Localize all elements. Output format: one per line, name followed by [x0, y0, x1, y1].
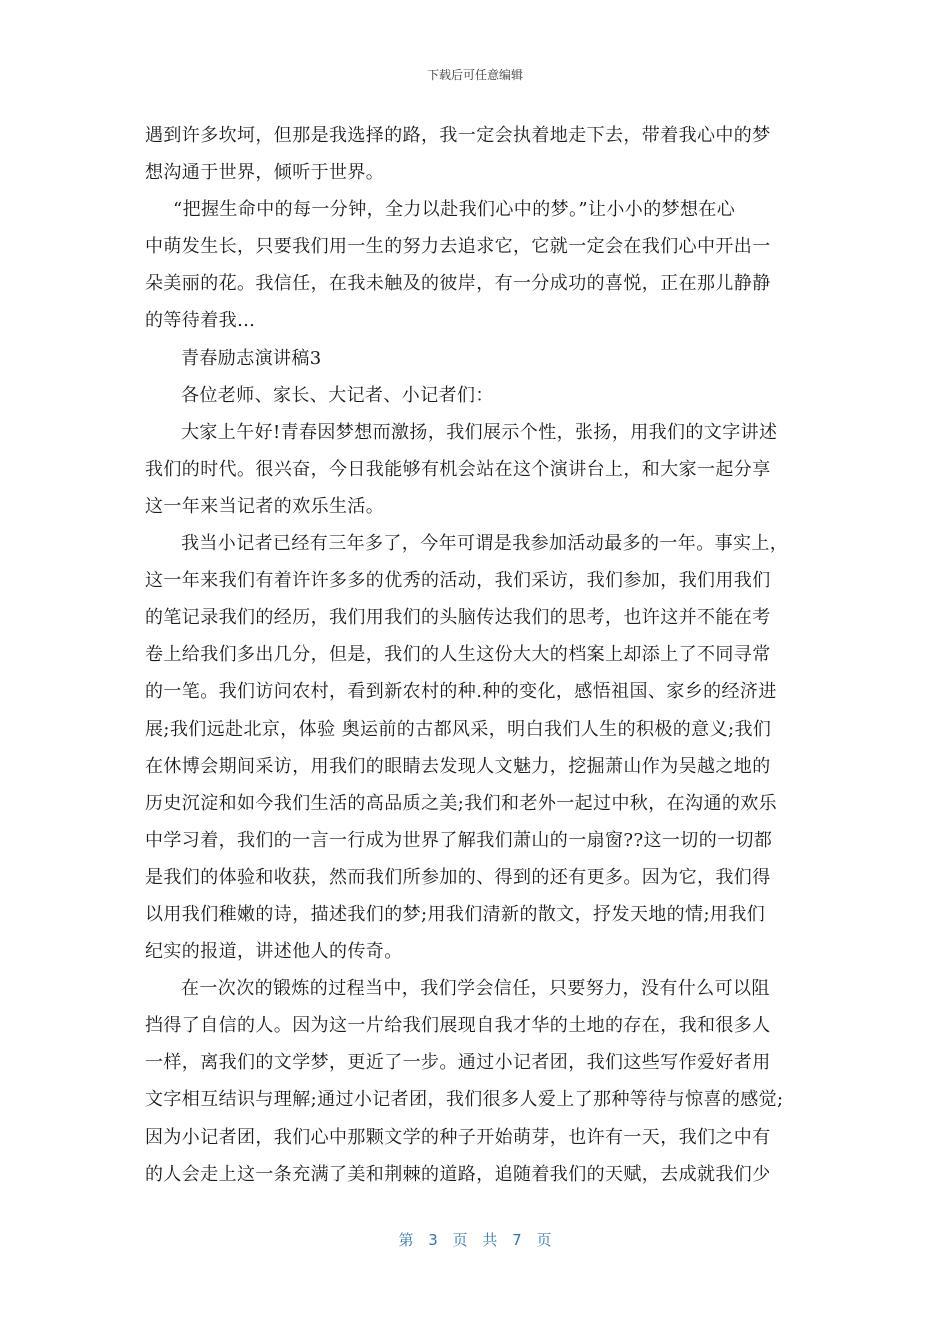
- text-line: 历史沉淀和如今我们生活的高品质之美;我们和老外一起过中秋，在沟通的欢乐: [145, 792, 778, 814]
- text-line: 我当小记者已经有三年多了，今年可谓是我参加活动最多的一年。事实上，: [181, 533, 789, 555]
- text-line: 朵美丽的花。我信任，在我未触及的彼岸，有一分成功的喜悦，正在那儿静静: [145, 273, 771, 295]
- text-line: 这一年来当记者的欢乐生活。: [145, 495, 385, 517]
- text-line: 中萌发生长，只要我们用一生的努力去追求它，它就一定会在我们心中开出一: [145, 236, 771, 258]
- text-line: 在休博会期间采访，用我们的眼睛去发现人文魅力，挖掘萧山作为吴越之地的: [145, 755, 771, 777]
- text-line: 的笔记录我们的经历，我们用我们的头脑传达我们的思考，也许这并不能在考: [145, 607, 771, 629]
- text-line: 卷上给我们多出几分，但是，我们的人生这份大大的档案上却添上了不同寻常: [145, 644, 771, 666]
- text-line: 以用我们稚嫩的诗，描述我们的梦;用我们清新的散文，抒发天地的情;用我们: [145, 903, 766, 925]
- page-header: 下载后可任意编辑: [426, 68, 523, 82]
- text-line: 展;我们远赴北京，体验 奥运前的古都风采，明白我们人生的积极的意义;我们: [145, 718, 772, 740]
- text-line: 纪实的报道，讲述他人的传奇。: [145, 941, 403, 963]
- text-line: 这一年来我们有着许许多多的优秀的活动，我们采访，我们参加，我们用我们: [145, 570, 771, 592]
- text-line: 是我们的体验和收获，然而我们所参加的、得到的还有更多。因为它，我们得: [145, 866, 771, 888]
- page-number-footer: 第 3 页 共 7 页: [398, 1231, 552, 1249]
- text-line: 的人会走上这一条充满了美和荆棘的道路，追随着我们的天赋，去成就我们少: [145, 1163, 771, 1185]
- text-line: 想沟通于世界，倾听于世界。: [145, 162, 385, 184]
- text-line: “把握生命中的每一分钟，全力以赴我们心中的梦。”让小小的梦想在心: [173, 199, 736, 221]
- text-line: 遇到许多坎坷，但那是我选择的路，我一定会执着地走下去，带着我心中的梦: [145, 125, 771, 146]
- text-line: 的等待着我…: [145, 310, 256, 332]
- text-line: 大家上午好!青春因梦想而激扬，我们展示个性，张扬，用我们的文字讲述: [181, 421, 778, 443]
- text-line: 文字相互结识与理解;通过小记者团，我们很多人爱上了那种等待与惊喜的感觉;: [145, 1089, 784, 1111]
- text-line: 因为小记者团，我们心中那颗文学的种子开始萌芽，也许有一天，我们之中有: [145, 1126, 771, 1148]
- salutation: 各位老师、家长、大记者、小记者们：: [181, 384, 494, 406]
- section-heading: 青春励志演讲稿3: [181, 347, 322, 369]
- text-line: 挡得了自信的人。因为这一片给我们展现自我才华的土地的存在，我和很多人: [145, 1015, 771, 1037]
- text-line: 的一笔。我们访问农村，看到新农村的种.种的变化，感悟祖国、家乡的经济进: [145, 681, 777, 703]
- text-line: 我们的时代。很兴奋，今日我能够有机会站在这个演讲台上，和大家一起分享: [145, 458, 771, 480]
- document-body: [145, 117, 807, 1193]
- text-line: 中学习着，我们的一言一行成为世界了解我们萧山的一扇窗??这一切的一切都: [145, 829, 773, 851]
- text-line: 一样，离我们的文学梦，更近了一步。通过小记者团，我们这些写作爱好者用: [145, 1052, 771, 1074]
- text-line: 在一次次的锻炼的过程当中，我们学会信任，只要努力，没有什么可以阻: [181, 978, 770, 1000]
